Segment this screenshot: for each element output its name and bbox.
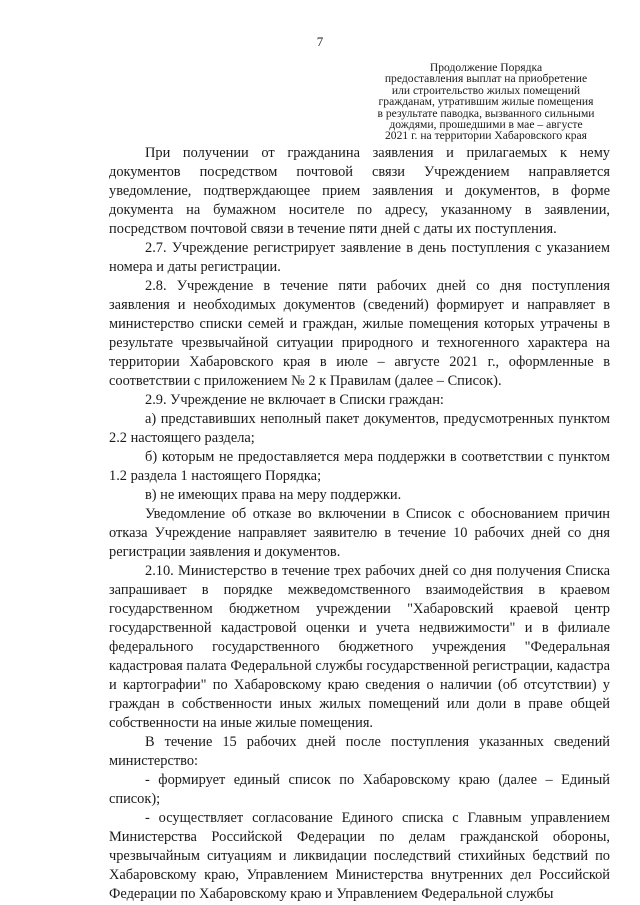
header-line: дождями, прошедшими в мае – августе [389, 118, 583, 132]
paragraph: При получении от гражданина заявления и прилагаемых к нему документов посредством почтовой связи Учреждением направляется уведомление, подтверждающее прием заявления и документов, в форме документа на бумажном носителе по адресу, указанному в заявлении, посредством почтовой связи в течение пяти дней с даты их поступления. [109, 145, 610, 237]
header-line: в результате паводка, вызванного сильными [377, 106, 595, 120]
document-header [368, 62, 604, 142]
paragraph-2-7: 2.7. Учреждение регистрирует заявление в день поступления с указанием номера и даты регистрации. [109, 240, 610, 275]
header-line: или строительство жилых помещений [391, 83, 581, 97]
paragraph: В течение 15 рабочих дней после поступления указанных сведений министерство: [109, 734, 610, 769]
header-line: гражданам, утратившим жилые помещения [378, 95, 594, 109]
list-item-v: в) не имеющих права на меру поддержки. [145, 487, 402, 503]
header-line: Продолжение Порядка [429, 61, 543, 74]
paragraph: Уведомление об отказе во включении в Список с обоснованием причин отказа Учреждение направляет заявителю в течение 10 рабочих дней со дня регистрации заявления и документов. [109, 506, 610, 560]
document-body [109, 144, 610, 904]
list-item-dash: - осуществляет согласование Единого списка с Главным управлением Министерства Российской Федерации по делам гражданской обороны, чрезвычайным ситуациям и ликвидации последствий стихийных бедствий по Хабаровскому краю, Управлением Министерства внутренних дел Российской Федерации по Хабаровскому краю и Управлением Федеральной службы [109, 810, 610, 902]
list-item-b: б) которым не предоставляется мера поддержки в соответствии с пунктом 1.2 раздела 1 настоящего Порядка; [109, 449, 610, 484]
paragraph-2-8: 2.8. Учреждение в течение пяти рабочих дней со дня поступления заявления и необходимых документов (сведений) формирует и направляет в министерство списки семей и граждан, жилые помещения которых утрачены в результате чрезвычайной ситуации природного и техногенного характера на территории Хабаровского края в июле – августе 2021 г., оформленные в соответствии с приложением № 2 к Правилам (далее – Список). [109, 278, 610, 389]
page-number: 7 [316, 34, 324, 49]
header-line: 2021 г. на территории Хабаровского края [384, 129, 588, 143]
paragraph-2-9: 2.9. Учреждение не включает в Списки граждан: [145, 392, 444, 408]
header-line: предоставления выплат на приобретение [384, 72, 588, 86]
list-item-dash: - формирует единый список по Хабаровскому краю (далее – Единый список); [109, 772, 610, 807]
list-item-a: а) представивших неполный пакет документов, предусмотренных пунктом 2.2 настоящего раздела; [109, 411, 610, 446]
paragraph-2-10: 2.10. Министерство в течение трех рабочих дней со дня получения Списка запрашивает в порядке межведомственного взаимодействия в краевом государственном бюджетном учреждении "Хабаровский краевой центр государственной кадастровой оценки и учета недвижимости" и в филиале федерального государственного бюджетного учреждения "Федеральная кадастровая палата Федеральной службы государственной регистрации, кадастра и картографии" по Хабаровскому краю сведения о наличии (об отсутствии) у граждан в собственности иных жилых помещений или доли в праве общей собственности на иные жилые помещения. [109, 563, 610, 731]
